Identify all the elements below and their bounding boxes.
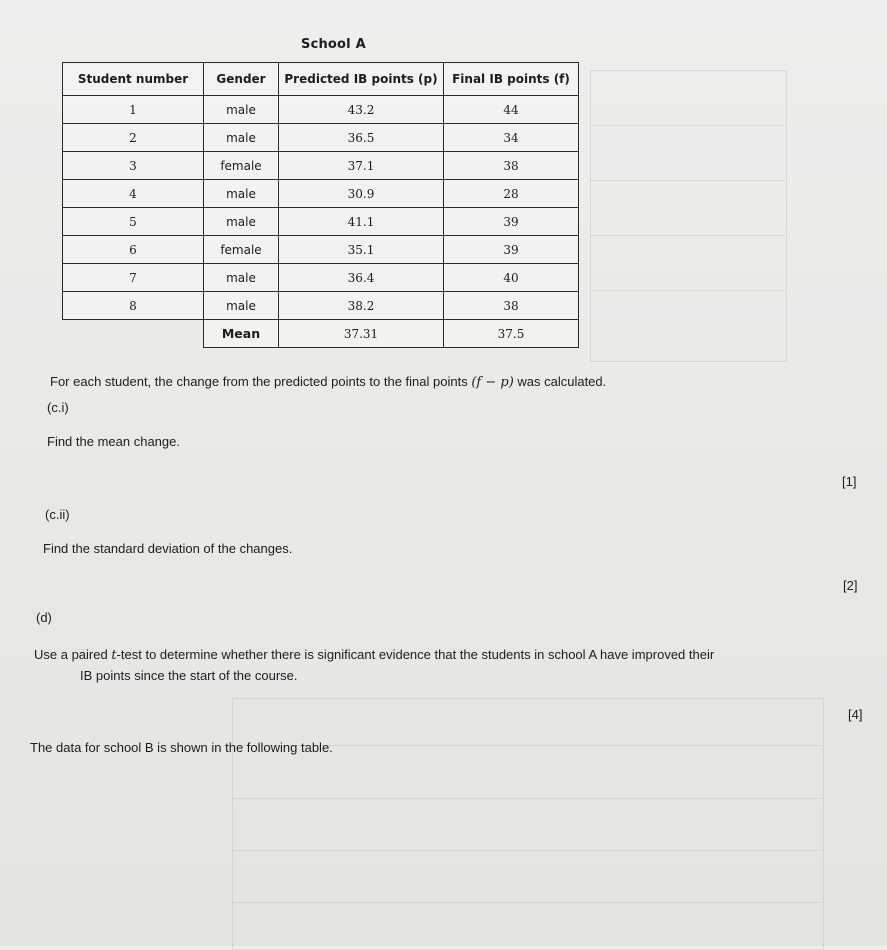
show-through-line [590,125,785,126]
cell-final: 40 [444,264,579,292]
show-through-line [590,180,785,181]
show-through-line [232,850,822,851]
cell-predicted: 36.5 [279,124,444,152]
table-title: School A [301,37,366,52]
question-cii-label: (c.ii) [45,507,70,522]
school-b-intro: The data for school B is shown in the following table. [30,740,333,755]
show-through-line [590,290,785,291]
intro-before: For each student, the change from the predicted points to the final points [50,374,472,389]
cell-final: 44 [444,96,579,124]
header-gender: Gender [204,63,279,96]
table-row [63,152,579,180]
table-row [63,264,579,292]
cell-predicted: 30.9 [279,180,444,208]
cell-number: 5 [63,208,204,236]
show-through-box-bottom [232,698,824,950]
cell-gender: female [204,236,279,264]
cell-number: 8 [63,292,204,320]
cell-final: 39 [444,208,579,236]
question-ci-text: Find the mean change. [47,434,180,449]
cell-gender: male [204,208,279,236]
cell-number: 7 [63,264,204,292]
cell-final: 34 [444,124,579,152]
question-cii-marks: [2] [843,578,858,593]
cell-number: 6 [63,236,204,264]
cell-number: 2 [63,124,204,152]
cell-number: 1 [63,96,204,124]
table-row [63,124,579,152]
school-a-table [62,62,579,348]
table-header-row [63,63,579,96]
cell-predicted: 37.1 [279,152,444,180]
cell-gender: female [204,152,279,180]
table-row [63,96,579,124]
cell-gender: male [204,124,279,152]
blank-cell [63,320,204,348]
cell-final: 38 [444,292,579,320]
question-d-label: (d) [36,610,52,625]
table-row [63,208,579,236]
question-d-marks: [4] [848,707,863,722]
mean-row [63,320,579,348]
show-through-box-top [590,70,787,362]
question-cii-text: Find the standard deviation of the changes. [43,541,293,556]
cell-gender: male [204,180,279,208]
intro-expression: (f − p) [471,375,514,390]
cell-final: 39 [444,236,579,264]
question-d-line1 [34,647,714,663]
cell-final: 28 [444,180,579,208]
header-student-number: Student number [63,63,204,96]
table-row [63,236,579,264]
mean-label: Mean [204,320,279,348]
header-predicted: Predicted IB points (p) [279,63,444,96]
cell-gender: male [204,96,279,124]
cell-predicted: 35.1 [279,236,444,264]
cell-final: 38 [444,152,579,180]
question-d-line2: IB points since the start of the course. [80,668,298,683]
cell-predicted: 38.2 [279,292,444,320]
show-through-line [590,235,785,236]
intro-after: was calculated. [513,374,607,389]
cell-gender: male [204,264,279,292]
mean-final: 37.5 [444,320,579,348]
question-d-t: t [111,648,117,663]
question-ci-label: (c.i) [47,400,69,415]
question-d-line1-after: -test to determine whether there is significant evidence that the students in school A have improved their [116,647,715,662]
cell-number: 3 [63,152,204,180]
table-row [63,292,579,320]
question-ci-marks: [1] [842,474,857,489]
show-through-line [232,798,822,799]
cell-predicted: 43.2 [279,96,444,124]
cell-number: 4 [63,180,204,208]
cell-gender: male [204,292,279,320]
show-through-line [232,902,822,903]
table-row [63,180,579,208]
mean-predicted: 37.31 [279,320,444,348]
question-d-line1-before: Use a paired [34,647,112,662]
cell-predicted: 41.1 [279,208,444,236]
header-final: Final IB points (f) [444,63,579,96]
intro-text [50,374,606,390]
cell-predicted: 36.4 [279,264,444,292]
